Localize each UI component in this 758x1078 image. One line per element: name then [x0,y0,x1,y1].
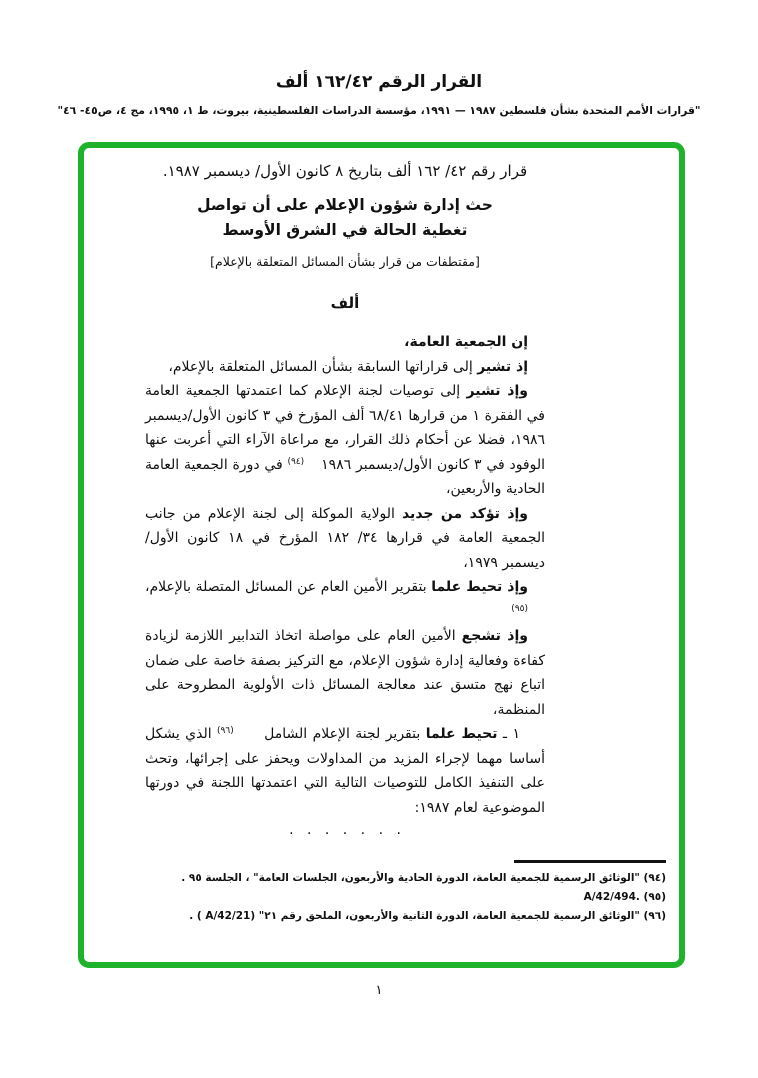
footnote-marker: (٩٤) [643,872,666,884]
paragraph-text: في دورة الجمعية العامة الحادية والأربعين، [145,456,545,497]
preamble-paragraph-4: وإذ تحيط علما بتقرير الأمين العام عن المسائل المتصلة بالإعلام،(٩٥) [145,579,528,614]
footnote-text: "الوثائق الرسمية للجمعية العامة، الدورة الحادية والأربعون، الجلسات العامة" ، الجلسة ٩٥ . [181,872,640,884]
footnote-separator [514,860,666,863]
resolution-heading-line: قرار رقم ٤٢/ ١٦٢ ألف بتاريخ ٨ كانون الأول/ ديسمبر ١٩٨٧. [162,162,528,180]
resolution-title-line1: حث إدارة شؤون الإعلام على أن تواصل [197,196,493,214]
paragraph-lead: وإذ تحيط علما [431,579,528,595]
footnote-marker: (٩٥) [643,891,666,903]
resolution-title-line2: تغطية الحالة في الشرق الأوسط [222,221,468,239]
paragraph-number: ١ ـ [497,726,520,742]
paragraph-lead: وإذ تشجع [461,628,528,644]
excerpt-note: [مقتطفات من قرار بشأن المسائل المتعلقة بالإعلام] [210,254,480,269]
paragraph-lead: وإذ تشير [466,383,528,399]
preamble-paragraph-3 [145,502,545,576]
footnote-94 [142,869,666,888]
footnotes [142,860,666,926]
resolution-body [145,148,545,844]
preamble-intro: إن الجمعية العامة، [404,334,528,350]
footnote-document-symbol: ( A/42/21) [196,910,256,922]
footnote-text: "الوثائق الرسمية للجمعية العامة، الدورة الثانية والأربعون، الملحق رقم ٢١" [255,910,640,922]
paragraph-text: الولاية الموكلة إلى لجنة الإعلام من جانب الجمعية العامة في قرارها ٣٤/ ١٨٢ المؤرخ في ١٨ كانون الأول/ ديسمبر ١٩٧٩، [145,505,546,571]
footnote-document-symbol: A/42/494. [583,891,640,903]
source-citation: "قرارات الأمم المتحدة بشأن فلسطين ١٩٨٧ — ١٩٩١، مؤسسة الدراسات الفلسطينية، بيروت، ط ١، ١٩٩٥، مج ٤، ص٤٥- ٤٦" [57,104,701,117]
operative-paragraph-1: ١ ـ تحيط علما بتقرير لجنة الإعلام الشامل (٩٦) الذي يشكل أساسا مهما لإجراء المزيد من المداولات ويحفز على إجرائها، وتحث على التنفيذ الكامل للتوصيات التالية التي اعتمدتها اللجنة في دورتها الموضوعية لعام ١٩٨٧: [145,726,545,816]
paragraph-text: إلى قراراتها السابقة بشأن المسائل المتعلقة بالإعلام، [168,358,478,375]
preamble-paragraph-1 [145,355,545,380]
page-title: القرار الرقم ٤٢/‏١٦٢ ألف [275,72,483,92]
paragraph-lead: إذ تشير [477,358,528,375]
paragraph-lead: وإذ تؤكد من جديد [401,505,529,522]
ellipsis-dots: · · · · · · · [289,826,401,842]
paragraph-text: الذي يشكل أساسا مهما لإجراء المزيد من المداولات ويحفز على إجرائها، وتحث على التنفيذ الكامل للتوصيات التالية التي اعتمدتها اللجنة في دورتها الموضوعية لعام ١٩٨٧: [145,726,545,816]
paragraph-text: إلى توصيات لجنة الإعلام كما اعتمدتها الجمعية العامة في الفقرة ١ من قرارها ٤١/‏٦٨ ألف المؤرخ في ٣ كانون الأول/ديسمبر ١٩٨٦، فضلا عن أحكام ذلك القرار، مع مراعاة الآراء التي أعربت عنها الوفود في ٣ كانون الأول/ديسمبر ١٩٨٦ [145,383,546,473]
preamble-paragraph-2: وإذ تشير إلى توصيات لجنة الإعلام كما اعتمدتها الجمعية العامة في الفقرة ١ من قرارها ٤١/‏٦٨ ألف المؤرخ في ٣ كانون الأول/ديسمبر ١٩٨٦، فضلا عن أحكام ذلك القرار، مع مراعاة الآراء التي أعربت عنها الوفود في ٣ كانون الأول/ديسمبر ١٩٨٦(٩٤) في دورة الجمعية العامة الحادية والأربعين، [145,383,546,497]
paragraph-text: الأمين العام على مواصلة اتخاذ التدابير اللازمة لزيادة كفاءة وفعالية إدارة شؤون الإعلام، مع التركيز بصفة خاصة على ضمان اتباع نهج متسق عند معالجة المسائل ذات الأولوية المطروحة على المنظمة، [145,628,545,718]
highlight-border-box [78,142,685,968]
page-number: ١ [375,983,383,998]
footnote-96 [142,907,666,926]
paragraph-lead: تحيط علما [425,726,498,742]
preamble-paragraph-5 [145,624,545,722]
footnote-marker: (٩٦) [643,910,666,922]
section-letter: ألف [330,294,360,312]
paragraph-text: بتقرير الأمين العام عن المسائل المتصلة بالإعلام، [145,579,432,595]
footnote-text-tail: . [189,910,197,922]
footnote-95 [142,888,666,907]
paragraph-text: بتقرير لجنة الإعلام الشامل [258,726,426,742]
